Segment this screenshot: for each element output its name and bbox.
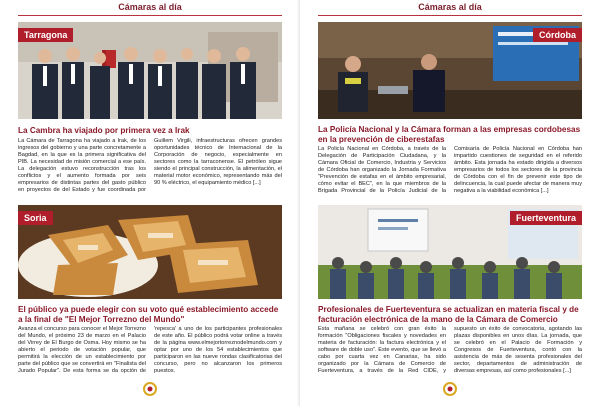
header-rule bbox=[318, 15, 582, 16]
article-cordoba bbox=[318, 22, 582, 198]
article-body-tarragona: La Cámara de Tarragona ha viajado a Irak, de los ingresos del gobierno y una parte concretamente a Bagdad, en la que es la primera significativa del PIB. La necesidad de misión comercial a ese país. La delegación estuvo reconstrucción tras los conflictos y el aumento formada por seis empresarios de distintas partes del gasto público en proyectos de del Estado y fue coordinada por Guillem Virgili, infraestructuras ofrecen grandes oportunidades técnico de Internacional de la Corporación de negocio, especialmente en sectores como la tarraconense. El petróleo sigue siendo el principal construcción, la alimentación, el material motor económico, representando más del 90 % eléctrico, el equipamiento médico [...] bbox=[18, 138, 282, 193]
right-page bbox=[300, 0, 600, 406]
article-photo-cordoba bbox=[318, 22, 582, 119]
article-title-fuerteventura: Profesionales de Fuerteventura se actualizan en materia fiscal y de facturación electrónica de la mano de la Cámara de Comercio bbox=[318, 305, 579, 324]
article-body-cordoba: La Policía Nacional en Córdoba, a través de la Delegación de Participación Ciudadana, y la Cámara Oficial de Comercio, Industria y Servicios de Córdoba han organizado la Jornada Formativa "Prevención de estafas en el ámbito empresarial, cómo evitar el BEC", en la que miembros de la Brigada Provincial de la Policía Judicial de la Comisaría de Policía Nacional en Córdoba han impartido cuestiones de seguridad en el referido ámbito. Esta jornada ha estado dirigida a diversos empresarios de todos los sectores de la provincia de Córdoba con el fin de prevenir este tipo de delincuencia, la cual puede afectar de manera muy negativa a la viabilidad económica [...] bbox=[318, 146, 582, 194]
camara-logo-icon bbox=[143, 382, 157, 396]
article-title-tarragona: La Cambra ha viajado por primera vez a Irak bbox=[18, 126, 190, 135]
section-header-right: Cámaras al día bbox=[418, 2, 482, 12]
header-rule bbox=[18, 15, 282, 16]
article-title-cordoba: La Policía Nacional y la Cámara forman a las empresas cordobesas en la prevención de ciberestafas bbox=[318, 125, 581, 144]
article-photo-tarragona bbox=[18, 22, 282, 119]
article-body-fuerteventura: Esta mañana se celebró con gran éxito la formación "Obligaciones fiscales y novedades en materia de facturación: la factura electrónica y el software de doble uso". Este evento, que se llevó a cabo por cuarta vez en Canarias, ha sido organizado por la Cámara de Comercio de Fuerteventura, a través de la Red CIDE, y supuesto un éxito de convocatoria, agotando las plazas disponibles en unos días. La jornada, que se celebró en el Palacio de Formación y Congresos de Fuerteventura, contó con la asistencia de más de sesenta profesionales del sector, departamentos de administración de diversas empresas, así como profesionales [...] bbox=[318, 326, 582, 374]
section-header-left: Cámaras al día bbox=[118, 2, 182, 12]
article-photo-soria bbox=[18, 205, 282, 299]
article-title-soria: El público ya puede elegir con su voto qué establecimiento accede a la final de "El Mejor Torrezno del Mundo" bbox=[18, 305, 279, 324]
location-tag-soria: Soria bbox=[18, 211, 53, 225]
article-fuerteventura bbox=[318, 205, 582, 375]
article-tarragona bbox=[18, 22, 282, 198]
location-tag-cordoba: Córdoba bbox=[533, 28, 582, 42]
location-tag-fuerteventura: Fuerteventura bbox=[510, 211, 582, 225]
camara-logo-icon bbox=[443, 382, 457, 396]
article-soria bbox=[18, 205, 282, 375]
article-body-soria: Avanza el concurso para conocer el Mejor Torrezno del Mundo, el próximo 23 de marzo en el Palacio del Virrey de El Burgo de Osma. Hoy mismo se ha abierto el periodo de votación popular, que permitirá la elección de un establecimiento por parte del público que se convertirá en "Finalista del Jurado Popular". De esta forma se da opción de 'repesca' a uno de los participantes profesionales de este año. El público podrá votar online a través de la página www.elmejortorreznodelmundo.com y optar por uno de los 54 establecimientos que participaron en las nueve rondas clasificatorias del concurso, pero no alcanzaron los primeros puestos. bbox=[18, 326, 282, 374]
article-photo-fuerteventura bbox=[318, 205, 582, 299]
location-tag-tarragona: Tarragona bbox=[18, 28, 73, 42]
